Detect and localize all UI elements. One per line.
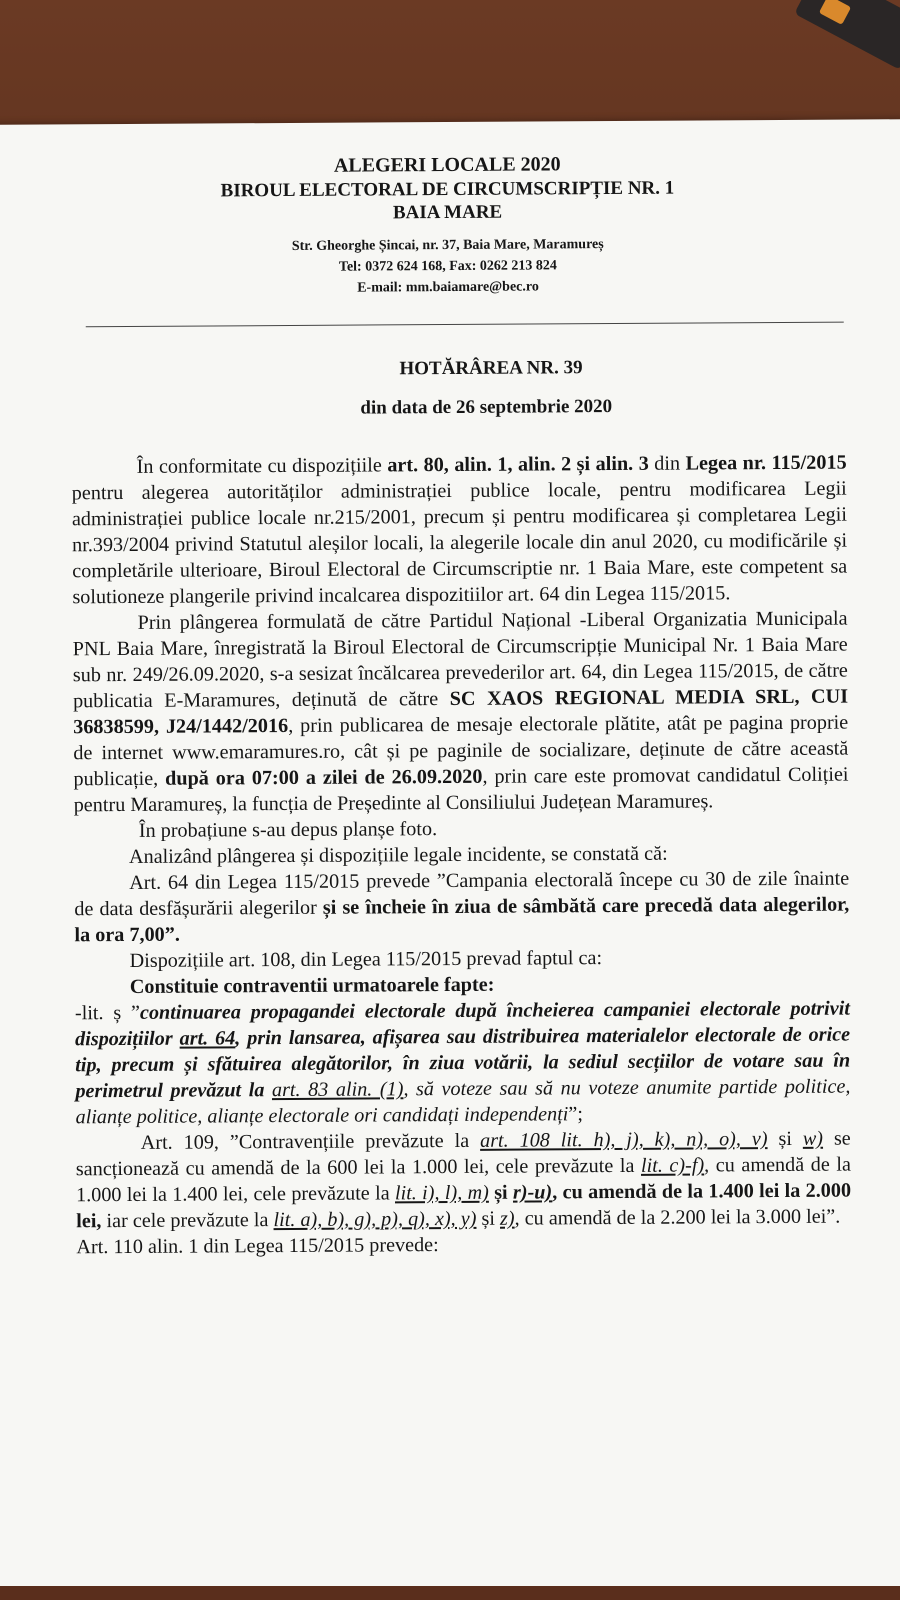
paragraph-art108: Dispozițiile art. 108, din Legea 115/2015 prevad faptul ca: [129,947,603,972]
p5-text-b: și se încheie în ziua de sâmbătă care precedă data alegerilor, la ora 7,00”. [74,893,850,947]
p9-text-c: și [767,1127,803,1151]
p9-link-cf[interactable]: lit. c)-f) [640,1154,705,1177]
p9-text-l: iar cele prevăzute la [101,1209,274,1233]
header-address: Str. Gheorghe Șincai, nr. 37, Baia Mare, Maramureș [291,237,604,254]
p9-text-g: , cu amendă de la 1.000 lei la 1.400 lei, cele prevăzute la [75,1153,851,1207]
p9-link-ru[interactable]: r)-u) [512,1181,553,1204]
p5-text-a: Art. 64 din Legea 115/2015 prevede ”Campania electorală începe cu 30 de zile înainte de data desfășurării alegerilor [74,867,850,921]
p2-text-c: , prin publicarea de mesaje electorale plătite, atât pe pagina proprie de internet www.emaramures.ro, cât și pe paginile de socializare, deținute de către această publicație, [73,711,849,791]
p9-text-p: , cu amendă de la 2.200 lei la 3.000 lei”. [514,1205,841,1230]
document-page [0,119,900,1595]
p9-text-n: și [476,1207,501,1230]
decision-date: din data de 26 septembrie 2020 [360,396,613,419]
desk-bottom-edge [0,1586,900,1600]
p9-link-z[interactable]: z) [499,1207,515,1230]
p9-link-ilm[interactable]: lit. i), l), m) [394,1181,489,1205]
paragraph-complaint [72,606,848,819]
header-bureau: BIROUL ELECTORAL DE CIRCUMSCRIPȚIE NR. 1 [220,177,675,202]
paragraph-art64 [74,866,849,949]
paragraph-art110: Art. 110 alin. 1 din Legea 115/2015 prevede: [76,1234,439,1259]
p8-text-g: ”; [568,1103,584,1126]
paragraph-lit-s [75,996,851,1131]
p2-text-a: Prin plângerea formulată de către Partidul Național -Liberal Organizatia Municipala PNL Baia Mare, înregistrată la Biroul Electoral de Circumscripție Municipal Nr. 1 Baia Mare sub nr. 249/26.09.2020, s-a sesizat încălcarea prevederilor art. 64, din Legea 115/2015, de către publicatia E-Maramures, deținută de către [72,607,848,713]
p2-company: SC XAOS REGIONAL MEDIA SRL, CUI 36838599, J24/1442/2016 [73,685,849,739]
p1-text-c: din [648,452,686,475]
decision-title: HOTĂRÂREA NR. 39 [399,357,583,380]
paragraph-analysis: Analizând plângerea și dispozițiile legale incidente, se constată că: [128,842,668,868]
p9-text-k: , cu amendă de la 1.400 lei la 2.000 lei, [76,1179,852,1233]
document-body [72,450,852,1261]
p1-text-a: În conformitate cu dispozițiile [136,454,388,478]
p2-text-e: , prin care este promovat candidatul Coliției pentru Maramureș, la funcția de Președinte al Consiliului Județean Maramureș. [73,763,849,817]
p9-link-art108[interactable]: art. 108 lit. h), j), k), n), o), v) [479,1128,768,1152]
p8-text-a: -lit. ș ” [74,1001,141,1025]
header-city: BAIA MARE [392,201,503,224]
p2-time: după ora 07:00 a zilei de 26.09.2020 [165,765,483,790]
p9-text-i: și [488,1181,514,1204]
p7-text: Constituie contraventii urmatoarele fapte: [129,973,495,998]
header-email: E-mail: mm.baiamare@bec.ro [357,279,539,296]
p8-link-art64[interactable]: art. 64 [179,1027,236,1050]
p1-article-ref: art. 80, alin. 1, alin. 2 și alin. 3 [387,452,649,477]
p1-text-e: pentru alegerea autorităților administrației publice locale, pentru modificarea Legii administrației publice locale nr.215/2001, precum și pentru modificarea și completarea Legii nr.393/2004 privind Statutul aleșilor locali, la alegerile locale din anul 2020, cu modificările și completările ulterioare, Biroul Electoral de Circumscriptie nr. 1 Baia Mare, este competent sa solutioneze plangerile privind incalcarea dispozitiilor art. 64 din Legea 115/2015. [71,477,848,609]
header-phone: Tel: 0372 624 168, Fax: 0262 213 824 [338,258,557,275]
paragraph-art109 [76,1126,852,1235]
p9-link-w[interactable]: w) [802,1127,824,1150]
header-elections: ALEGERI LOCALE 2020 [333,153,561,177]
header-divider [86,322,844,328]
p1-law-ref: Legea nr. 115/2015 [685,451,847,475]
p9-link-ay[interactable]: lit. a), b), g), p), q), x), y) [273,1207,477,1232]
p8-link-art83[interactable]: art. 83 alin. (1) [271,1078,404,1102]
p8-text-b: continuarea propagandei electorale după încheierea campaniei electorale potrivit dispozițiilor [75,997,851,1051]
p9-text-e: se sancționează cu amendă de la 600 lei la 1.000 lei, cele prevăzute la [75,1127,851,1181]
paragraph-competence [72,450,848,611]
p9-text-a: Art. 109, ”Contravențiile prevăzute la [140,1129,481,1154]
p8-text-f: , să voteze sau să nu voteze anumite partide politice, alianțe politice, alianțe electorale ori candidați independenți [75,1075,851,1129]
p8-text-d: , prin lansarea, afișarea sau distribuirea materialelor electorale de orice tip, precum și sfătuirea alegătorilor, în ziua votării, la sediul secțiilor de votare sau în perimetrul prevăzut la [75,1023,851,1103]
paragraph-evidence: În probațiune s-au depus planșe foto. [138,818,438,842]
